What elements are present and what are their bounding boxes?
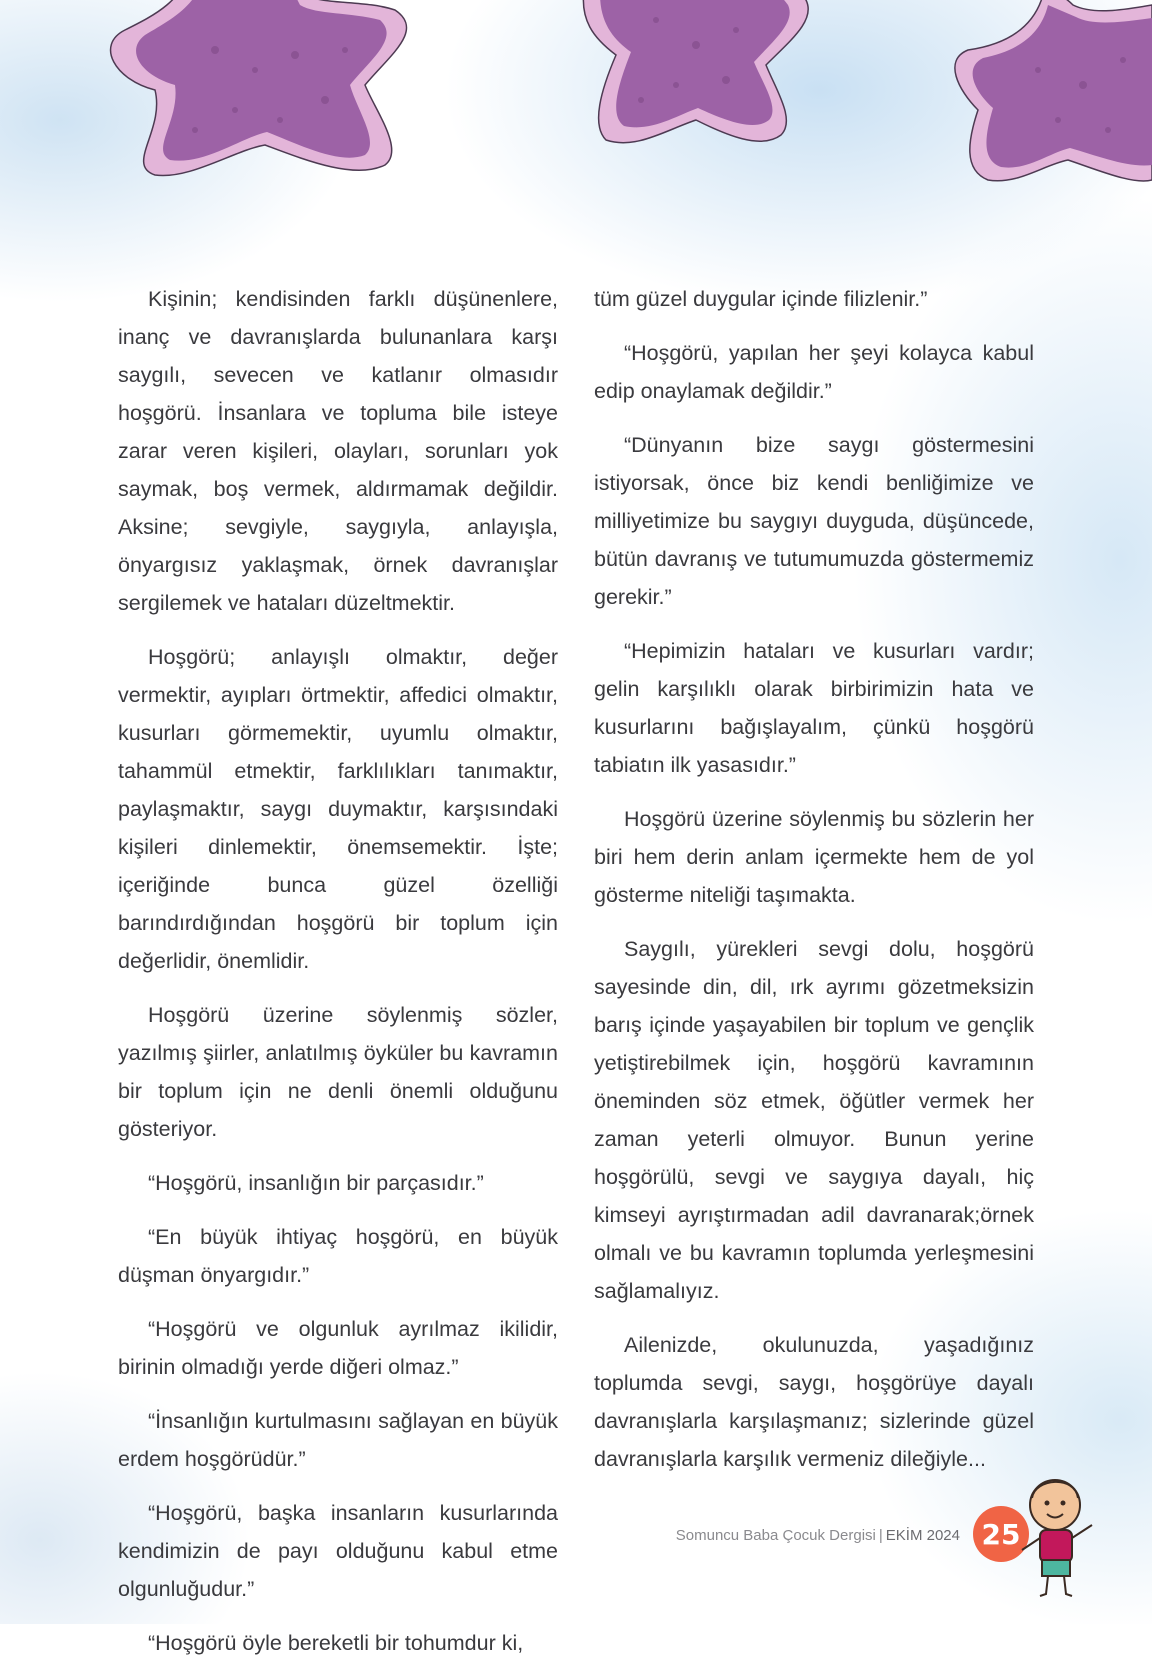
- paragraph: Hoşgörü üzerine söylenmiş sözler, yazılmış şiirler, anlatılmış öyküler bu kavramın bir toplum için ne denli önemli olduğunu gösteriyor.: [118, 1003, 558, 1141]
- purple-star-center: [566, 0, 826, 175]
- cartoon-child-icon: [1010, 1470, 1120, 1610]
- quote: “Hoşgörü, yapılan her şeyi kolayca kabul edip onaylamak değildir.”: [594, 341, 1034, 403]
- quote: “En büyük ihtiyaç hoşgörü, en büyük düşman önyargıdır.”: [118, 1225, 558, 1287]
- paragraph: Hoşgörü; anlayışlı olmaktır, değer vermektir, ayıpları örtmektir, affedici olmaktır, kusurları görmemektir, uyumlu olmaktır, tahammül etmektir, farklılıkları tanımaktır, paylaşmaktır, saygı duymaktır, karşısındaki kişileri dinlemektir, önemsemektir. İşte; içeriğinde bunca güzel özelliği barındırdığından hoşgörü bir toplum için değerlidir, önemlidir.: [118, 645, 558, 973]
- quote: “Hoşgörü öyle bereketli bir tohumdur ki,: [148, 1631, 524, 1655]
- paragraph: Kişinin; kendisinden farklı düşünenlere, inanç ve davranışlarda bulunanlara karşı saygılı, sevecen ve katlanır olmasıdır hoşgörü. İnsanlara ve topluma bile isteye zarar veren kişileri, olayları, sorunları yok saymak, boş vermek, aldırmamak değildir. Aksine; sevgiyle, saygıyla, anlayışla, önyargısız yaklaşmak, örnek davranışlar sergilemek ve hataları düzeltmektir.: [118, 287, 558, 615]
- magazine-name: Somuncu Baba Çocuk Dergisi: [675, 1527, 876, 1544]
- quote: “İnsanlığın kurtulmasını sağlayan en büyük erdem hoşgörüdür.”: [118, 1409, 558, 1471]
- quote: “Hoşgörü ve olgunluk ayrılmaz ikilidir, birinin olmadığı yerde diğeri olmaz.”: [118, 1317, 558, 1379]
- page-number: 25: [981, 1517, 1021, 1551]
- quote-continuation: tüm güzel duygular içinde filizlenir.”: [594, 287, 928, 311]
- purple-star-right: [943, 0, 1152, 195]
- paragraph: Ailenizde, okulunuzda, yaşadığınız toplumda sevgi, saygı, hoşgörüye dayalı davranışlarla karşılaşmanız; sizlerinde güzel davranışlarla karşılık vermeniz dileğiyle...: [594, 1333, 1034, 1471]
- quote: “Hoşgörü, başka insanların kusurlarında kendimizin de payı olduğunu kabul etme olgunluğudur.”: [118, 1501, 558, 1601]
- purple-star-left: [95, 0, 435, 210]
- paragraph: Hoşgörü üzerine söylenmiş bu sözlerin her biri hem derin anlam içermekte hem de yol gösterme niteliği taşımakta.: [594, 807, 1034, 907]
- paragraph: Saygılı, yürekleri sevgi dolu, hoşgörü sayesinde din, dil, ırk ayrımı gözetmeksizin barış içinde yaşayabilen bir toplum ve gençlik yetiştirebilmek için, hoşgörü kavramının öneminden söz etmek, öğütler vermek her zaman yeterli olmuyor. Bunun yerine hoşgörülü, sevgi ve saygıya dayalı, hiç kimseyi ayrıştırmadan adil davranarak;örnek olmalı ve bu kavramın toplumda yerleşmesini sağlamalıyız.: [594, 937, 1034, 1303]
- quote: “Hoşgörü, insanlığın bir parçasıdır.”: [148, 1171, 484, 1195]
- left-column: [118, 280, 558, 1678]
- issue-date: EKİM 2024: [885, 1527, 960, 1544]
- footer: [560, 1527, 960, 1544]
- footer-separator: |: [878, 1527, 883, 1544]
- quote: “Hepimizin hataları ve kusurları vardır; gelin karşılıklı olarak birbirimizin hata ve kusurlarını bağışlayalım, çünkü hoşgörü tabiatın ilk yasasıdır.”: [594, 639, 1034, 777]
- quote: “Dünyanın bize saygı göstermesini istiyorsak, önce biz kendi benliğimize ve milliyetimize bu saygıyı duyguda, düşüncede, bütün davranış ve tutumumuzda göstermemiz gerekir.”: [594, 433, 1034, 609]
- right-column: [594, 280, 1034, 1494]
